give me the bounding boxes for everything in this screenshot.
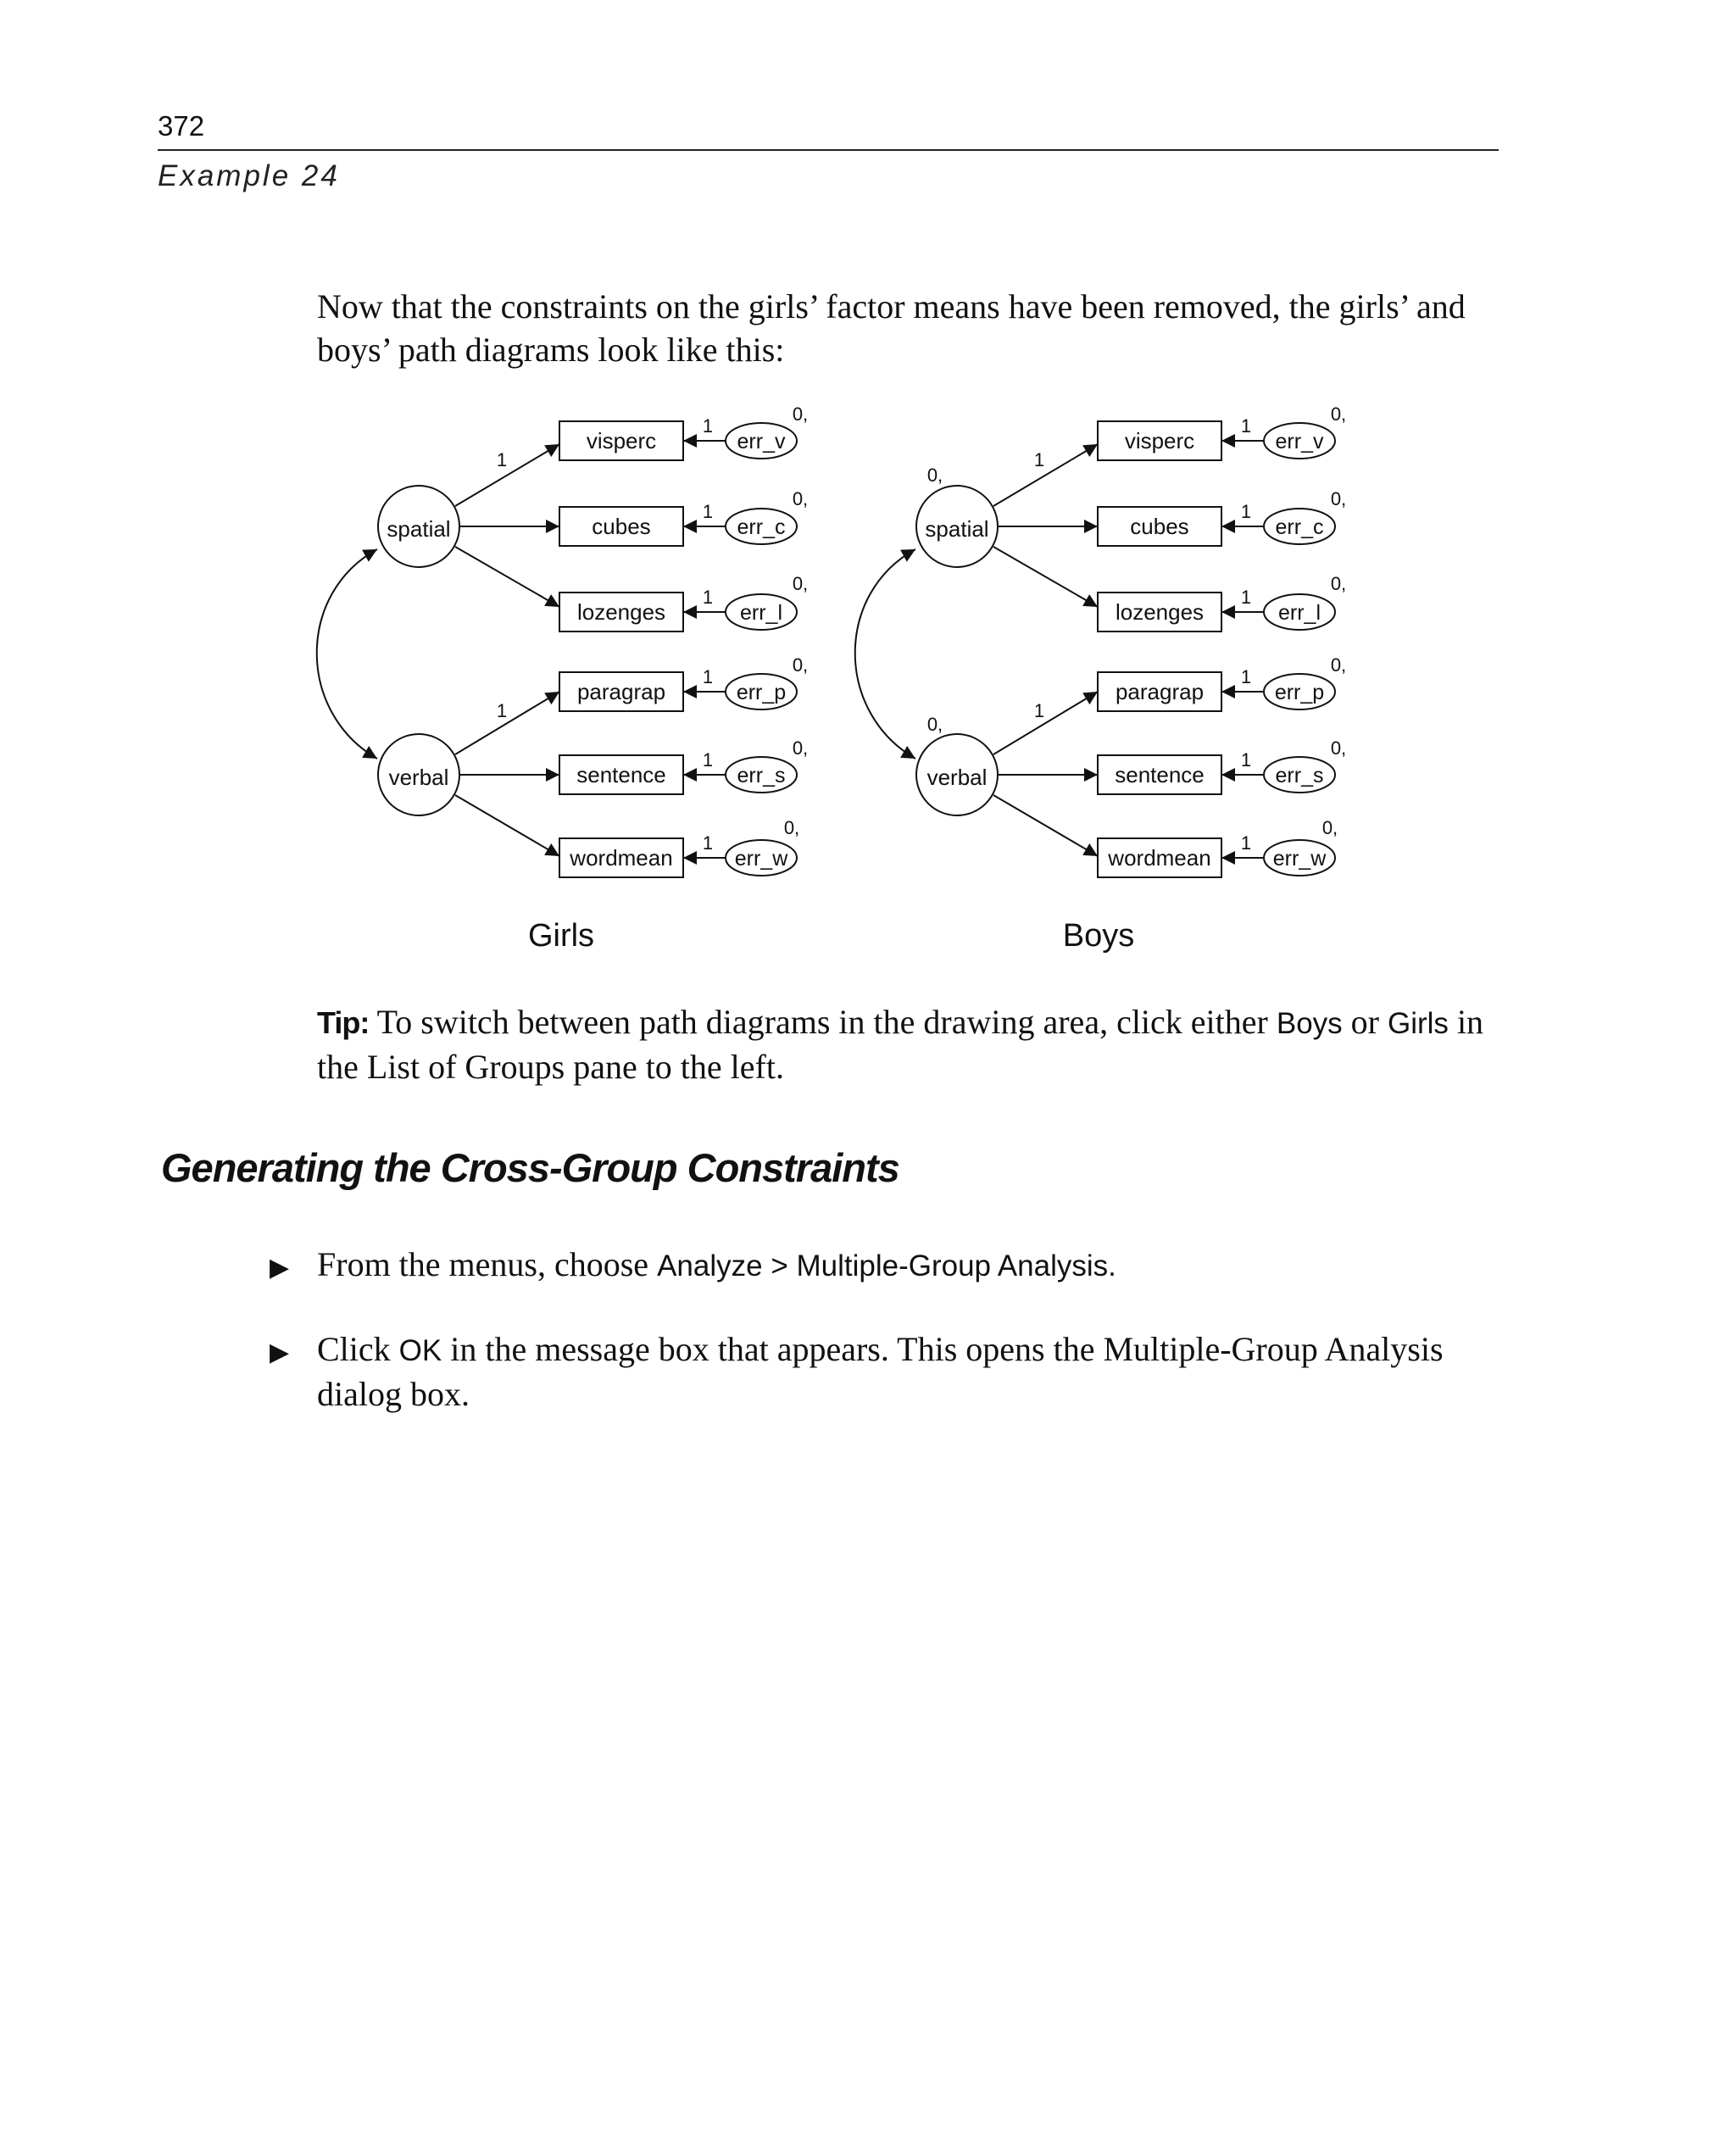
girls-covariance-arrow [317,549,377,759]
girls-error-mean-l: 0, [792,573,809,594]
girls-observed-visperc [559,421,683,460]
boys-error-mean-p: 0, [1330,654,1347,676]
boys-error-weight-l: 1 [1240,587,1252,608]
girls-observed-cubes-label: cubes [592,514,651,539]
girls-factor-verbal-label: verbal [388,765,449,790]
boys-error-mean-v: 0, [1330,403,1347,425]
step-2-ok: OK [398,1334,442,1367]
boys-observed-sentence-label: sentence [1115,762,1205,787]
boys-error-weight-w: 1 [1240,832,1252,854]
girls-error-mean-v: 0, [792,403,809,425]
girls-observed-lozenges-label: lozenges [576,599,666,625]
boys-error-err_p-label: err_p [1274,681,1325,704]
girls-factor-verbal [378,734,459,815]
girls-error-err_p-label: err_p [736,681,787,704]
tip-boys: Boys [1276,1007,1343,1040]
girls-error-mean-c: 0, [792,488,809,509]
girls-observed-sentence [559,755,683,794]
girls-error-mean-w: 0, [783,817,800,838]
girls-error-weight-p: 1 [702,666,714,687]
boys-loading-label-spatial: 1 [1033,449,1045,470]
boys-factor-verbal [916,734,998,815]
tip-label: Tip: [317,1005,370,1040]
girls-error-weight-c: 1 [702,501,714,522]
boys-observed-wordmean-label: wordmean [1108,845,1211,871]
boys-factor-mean-spatial: 0, [926,465,943,486]
boys-error-mean-l: 0, [1330,573,1347,594]
boys-factor-spatial [916,486,998,567]
step-1-text: From the menus, choose [317,1245,658,1283]
page-number: 372 [158,110,205,142]
boys-observed-lozenges [1098,593,1221,632]
tip-or: or [1342,1003,1388,1041]
boys-observed-visperc [1098,421,1221,460]
girls-error-err_w-label: err_w [734,847,788,871]
boys-error-mean-s: 0, [1330,737,1347,759]
boys-error-err_w [1264,840,1335,876]
boys-error-weight-c: 1 [1240,501,1252,522]
girls-factor-spatial [378,486,459,567]
girls-error-err_v [726,423,797,459]
boys-error-err_l-label: err_l [1277,601,1321,625]
triangle-right-icon: ▶ [270,1338,290,1367]
girls-observed-lozenges [559,593,683,632]
step-1 [317,1243,1504,1288]
girls-path-verbal-paragrap [455,692,559,754]
girls-error-err_l [726,594,797,630]
girls-path-spatial-visperc [455,444,559,506]
girls-error-err_s-label: err_s [737,764,786,787]
boys-path-verbal-wordmean [993,795,1098,856]
step-1-menu: Analyze [657,1249,763,1282]
boys-diagram [855,403,1346,954]
step-1-sep: > [762,1249,797,1282]
boys-observed-paragrap-label: paragrap [1115,679,1205,704]
girls-observed-sentence-label: sentence [576,762,666,787]
boys-factor-spatial-label: spatial [925,516,989,542]
girls-error-weight-s: 1 [702,749,714,771]
girls-error-err_c [726,509,797,544]
boys-error-err_c [1264,509,1335,544]
boys-error-weight-v: 1 [1240,415,1252,437]
boys-error-err_p [1264,674,1335,709]
step-2-line-1 [317,1327,1504,1372]
triangle-right-icon: ▶ [270,1253,290,1282]
tip-line-1 [317,1000,1504,1045]
boys-path-spatial-visperc [993,444,1098,506]
boys-covariance-arrow [855,549,915,759]
boys-error-weight-s: 1 [1240,749,1252,771]
girls-diagram [317,403,808,954]
girls-observed-visperc-label: visperc [586,428,657,453]
girls-error-err_l-label: err_l [739,601,783,625]
boys-observed-cubes-label: cubes [1130,514,1189,539]
girls-error-mean-s: 0, [792,737,809,759]
girls-error-mean-p: 0, [792,654,809,676]
tip-paragraph [317,1000,1504,1088]
step-2-text-1: Click [317,1330,399,1368]
girls-observed-cubes [559,507,683,546]
girls-loading-label-spatial: 1 [496,449,508,470]
girls-error-weight-w: 1 [702,832,714,854]
tip-text-2: in [1448,1003,1484,1041]
girls-path-verbal-wordmean [455,795,559,856]
boys-path-spatial-lozenges [993,547,1098,607]
boys-observed-sentence [1098,755,1221,794]
step-1-item: Multiple-Group Analysis. [796,1249,1116,1282]
girls-factor-spatial-label: spatial [387,516,451,542]
boys-path-verbal-paragrap [993,692,1098,754]
girls-error-weight-l: 1 [702,587,714,608]
girls-error-weight-v: 1 [702,415,714,437]
step-2 [317,1327,1504,1416]
girls-error-err_v-label: err_v [737,430,786,453]
girls-error-err_s [726,757,797,793]
girls-path-spatial-lozenges [455,547,559,607]
boys-error-err_v [1264,423,1335,459]
running-header: Example 24 [158,159,340,192]
boys-error-err_v-label: err_v [1275,430,1324,453]
boys-error-err_c-label: err_c [1275,515,1324,539]
girls-observed-wordmean-label: wordmean [570,845,673,871]
boys-observed-wordmean [1098,838,1221,877]
girls-observed-wordmean [559,838,683,877]
boys-loading-label-verbal: 1 [1033,700,1045,721]
tip-text-1: To switch between path diagrams in the drawing area, click either [369,1003,1277,1041]
boys-error-err_s [1264,757,1335,793]
boys-observed-paragrap [1098,672,1221,711]
boys-error-err_s-label: err_s [1275,764,1324,787]
girls-observed-paragrap-label: paragrap [576,679,666,704]
tip-line-2: the List of Groups pane to the left. [317,1048,784,1086]
boys-observed-lozenges-label: lozenges [1115,599,1205,625]
boys-factor-mean-verbal: 0, [926,714,943,735]
tip-girls: Girls [1388,1007,1449,1040]
boys-error-mean-c: 0, [1330,488,1347,509]
girls-error-err_p [726,674,797,709]
step-1-line [317,1243,1504,1288]
boys-error-err_l [1264,594,1335,630]
girls-caption: Girls [527,918,595,954]
section-heading: Generating the Cross-Group Constraints [161,1145,899,1190]
girls-error-err_w [726,840,797,876]
boys-caption: Boys [1062,918,1135,954]
path-diagrams-figure [0,0,1736,975]
step-2-line-2: dialog box. [317,1375,470,1413]
intro-line-1: Now that the constraints on the girls’ factor means have been removed, the girls’ and [317,287,1466,325]
step-2-text-2: in the message box that appears. This opens the Multiple-Group Analysis [442,1330,1444,1368]
boys-observed-cubes [1098,507,1221,546]
boys-error-mean-w: 0, [1321,817,1338,838]
boys-error-err_w-label: err_w [1272,847,1327,871]
girls-loading-label-verbal: 1 [496,700,508,721]
boys-factor-verbal-label: verbal [926,765,988,790]
intro-line-2: boys’ path diagrams look like this: [317,331,785,369]
girls-observed-paragrap [559,672,683,711]
boys-error-weight-p: 1 [1240,666,1252,687]
girls-error-err_c-label: err_c [737,515,786,539]
boys-observed-visperc-label: visperc [1124,428,1195,453]
